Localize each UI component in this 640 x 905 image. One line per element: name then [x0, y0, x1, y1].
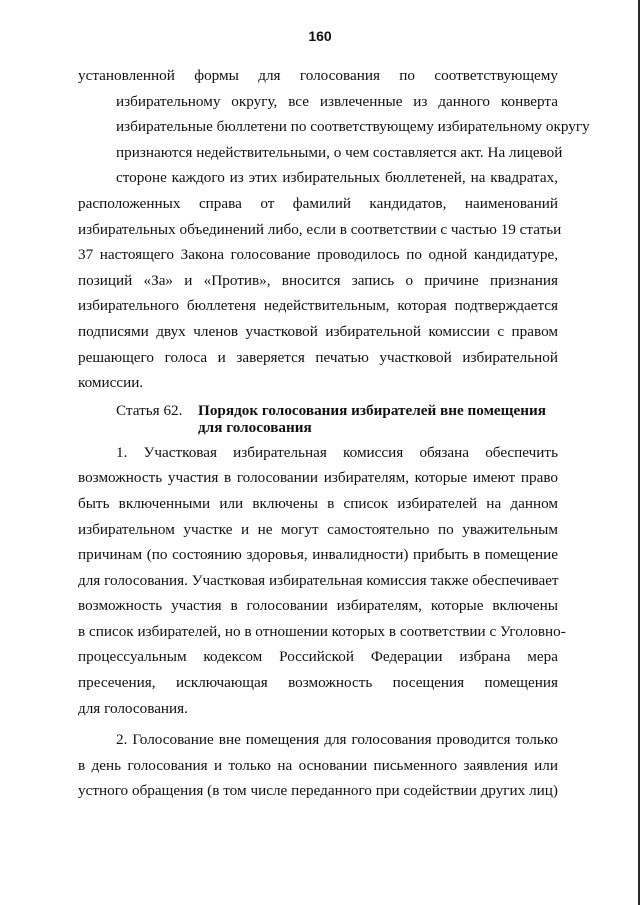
- document-body: [78, 63, 590, 804]
- text-line: избирательные бюллетени по соответствующему избирательному округу: [116, 118, 590, 136]
- text-line: позиций «За» и «Против», вносится запись о причине признания: [78, 271, 558, 289]
- text-line: решающего голоса и заверяется печатью участковой избирательной: [78, 348, 558, 366]
- text-line: 1. Участковая избирательная комиссия обязана обеспечить: [116, 443, 558, 461]
- text-line: избирательном участке и не могут самостоятельно по уважительным: [78, 520, 558, 538]
- article-title: [198, 402, 546, 436]
- text-line: устного обращения (в том числе переданного при содействии других лиц): [78, 782, 558, 800]
- text-line: признаются недействительными, о чем составляется акт. На лицевой: [116, 143, 563, 161]
- text-line: 37 настоящего Закона голосование проводилось по одной кандидатуре,: [78, 246, 558, 264]
- text-line: расположенных справа от фамилий кандидатов, наименований: [78, 194, 558, 212]
- page-number: 160: [308, 28, 332, 44]
- paragraph-3: [78, 727, 558, 804]
- text-line: в день голосования и только на основании письменного заявления или: [78, 756, 558, 774]
- text-line: установленной формы для голосования по соответствующему: [78, 67, 558, 84]
- text-line: 2. Голосование вне помещения для голосования проводится только: [116, 731, 558, 749]
- text-line: причинам (по состоянию здоровья, инвалидности) прибыть в помещение: [78, 546, 558, 564]
- article-title-line: для голосования: [198, 418, 312, 436]
- text-line: возможность участия в голосовании избирателям, которые имеют право: [78, 469, 558, 487]
- text-line: избирательному округу, все извлеченные из данного конверта: [116, 92, 558, 110]
- text-line: пресечения, исключающая возможность посещения помещения: [78, 674, 558, 692]
- paragraph-2: [78, 440, 566, 722]
- text-line: комиссии.: [78, 374, 144, 392]
- text-line: стороне каждого из этих избирательных бюллетеней, на квадратах,: [116, 169, 558, 187]
- text-line: подписями двух членов участковой избирательной комиссии с правом: [78, 322, 558, 340]
- text-line: избирательных объединений либо, если в соответствии с частью 19 статьи: [78, 220, 562, 238]
- text-line: избирательного бюллетеня недействительным, которая подтверждается: [78, 297, 558, 315]
- paragraph-1: [78, 63, 590, 396]
- article-heading: [78, 402, 558, 436]
- article-title-line: Порядок голосования избирателей вне помещения: [198, 401, 546, 419]
- text-line: для голосования. Участковая избирательная комиссия также обеспечивает: [78, 571, 559, 589]
- text-line: для голосования.: [78, 699, 188, 717]
- text-line: возможность участия в голосовании избирателям, которые включены: [78, 597, 558, 615]
- text-line: в список избирателей, но в отношении которых в соответствии с Уголовно-: [78, 622, 566, 640]
- text-line: быть включенными или включены в список избирателей на данном: [78, 494, 558, 512]
- text-line: процессуальным кодексом Российской Федерации избрана мера: [78, 648, 558, 666]
- article-number: Статья 62.: [116, 401, 183, 419]
